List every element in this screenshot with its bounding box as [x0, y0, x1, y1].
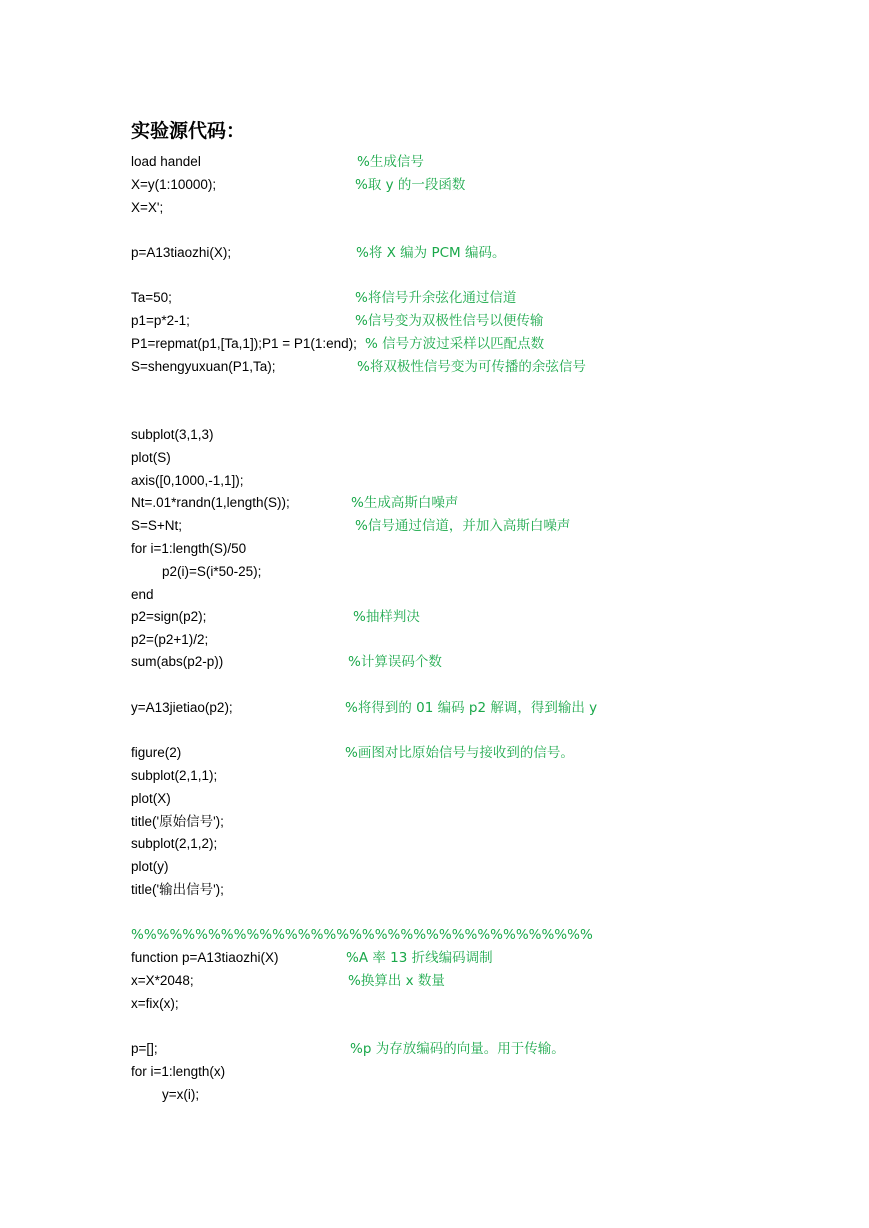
code-text: title('输出信号'); — [131, 882, 224, 897]
code-line — [0, 311, 869, 331]
code-text: Nt=.01*randn(1,length(S)); — [131, 495, 290, 510]
code-comment: %换算出 x 数量 — [348, 973, 445, 989]
code-comment: %将信号升余弦化通过信道 — [355, 290, 517, 306]
code-line — [0, 357, 869, 377]
code-comment: %抽样判决 — [353, 609, 420, 625]
code-line — [0, 448, 869, 468]
code-line — [0, 812, 869, 832]
code-comment: %将双极性信号变为可传播的余弦信号 — [357, 359, 586, 375]
code-text: figure(2) — [131, 745, 182, 760]
code-text: y=x(i); — [162, 1087, 200, 1102]
code-line — [0, 288, 869, 308]
code-comment: % 信号方波过采样以匹配点数 — [365, 336, 545, 352]
code-line — [0, 994, 869, 1014]
code-text: for i=1:length(S)/50 — [131, 541, 247, 556]
code-line — [0, 925, 869, 945]
code-comment: %生成高斯白噪声 — [351, 495, 459, 511]
code-line — [0, 585, 869, 605]
code-line — [0, 607, 869, 627]
code-text: x=fix(x); — [131, 996, 179, 1011]
code-line — [0, 198, 869, 218]
code-text: X=y(1:10000); — [131, 177, 217, 192]
section-heading: 实验源代码： — [131, 120, 246, 142]
code-line — [0, 1039, 869, 1059]
code-text: p2(i)=S(i*50-25); — [162, 564, 262, 579]
code-text: subplot(3,1,3) — [131, 427, 214, 442]
code-line — [0, 743, 869, 763]
code-text: load handel — [131, 154, 201, 169]
code-text: x=X*2048; — [131, 973, 194, 988]
code-line — [0, 334, 869, 354]
code-line — [0, 516, 869, 536]
code-line — [0, 152, 869, 172]
code-text: title('原始信号'); — [131, 814, 224, 829]
code-line — [0, 539, 869, 559]
code-text: p2=(p2+1)/2; — [131, 632, 209, 647]
code-comment: %信号通过信道，并加入高斯白噪声 — [355, 518, 571, 534]
code-comment: %画图对比原始信号与接收到的信号。 — [345, 745, 574, 761]
code-line — [0, 425, 869, 445]
code-text: plot(y) — [131, 859, 169, 874]
code-text: end — [131, 587, 154, 602]
code-line — [0, 789, 869, 809]
code-comment: %A 率 13 折线编码调制 — [346, 950, 493, 966]
code-text: plot(S) — [131, 450, 171, 465]
code-line — [0, 652, 869, 672]
code-line — [0, 471, 869, 491]
code-text: subplot(2,1,1); — [131, 768, 218, 783]
code-line — [0, 1085, 869, 1105]
code-text: for i=1:length(x) — [131, 1064, 226, 1079]
code-line — [0, 766, 869, 786]
code-text: p=A13tiaozhi(X); — [131, 245, 232, 260]
code-text: X=X'; — [131, 200, 164, 215]
code-comment: %将得到的 01 编码 p2 解调，得到输出 y — [345, 700, 598, 716]
code-text: p2=sign(p2); — [131, 609, 207, 624]
code-comment: %计算误码个数 — [348, 654, 442, 670]
code-line — [0, 562, 869, 582]
code-text: p=[]; — [131, 1041, 158, 1056]
code-text: plot(X) — [131, 791, 171, 806]
code-comment: %%%%%%%%%%%%%%%%%%%%%%%%%%%%%%%%%%%% — [131, 927, 593, 943]
code-comment: %信号变为双极性信号以便传输 — [355, 313, 544, 329]
code-text: sum(abs(p2-p)) — [131, 654, 224, 669]
code-text: subplot(2,1,2); — [131, 836, 218, 851]
code-text: p1=p*2-1; — [131, 313, 190, 328]
code-line — [0, 948, 869, 968]
code-comment: %取 y 的一段函数 — [355, 177, 466, 193]
code-comment: %生成信号 — [357, 154, 424, 170]
code-text: axis([0,1000,-1,1]); — [131, 473, 244, 488]
code-text: P1=repmat(p1,[Ta,1]);P1 = P1(1:end); — [131, 336, 357, 351]
code-line — [0, 1062, 869, 1082]
code-line — [0, 857, 869, 877]
code-comment: %将 X 编为 PCM 编码。 — [356, 245, 506, 261]
code-line — [0, 630, 869, 650]
code-line — [0, 971, 869, 991]
code-line — [0, 880, 869, 900]
code-text: S=shengyuxuan(P1,Ta); — [131, 359, 276, 374]
code-text: function p=A13tiaozhi(X) — [131, 950, 279, 965]
code-line — [0, 175, 869, 195]
code-line — [0, 243, 869, 263]
code-text: S=S+Nt; — [131, 518, 183, 533]
code-line — [0, 493, 869, 513]
code-line — [0, 698, 869, 718]
code-line — [0, 834, 869, 854]
code-comment: %p 为存放编码的向量。用于传输。 — [350, 1041, 565, 1057]
code-text: Ta=50; — [131, 290, 172, 305]
code-text: y=A13jietiao(p2); — [131, 700, 233, 715]
